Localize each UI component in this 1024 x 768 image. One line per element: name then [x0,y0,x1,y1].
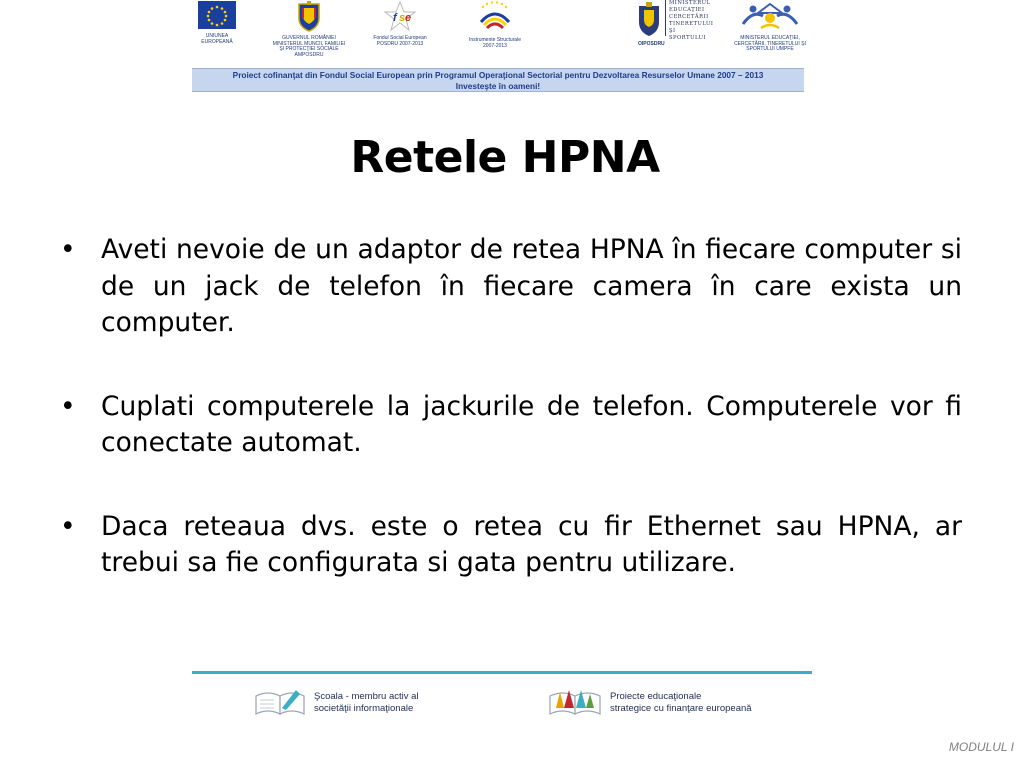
footer-divider [192,671,812,674]
cofinance-line-1: Proiect cofinanţat din Fondul Social European prin Programul Operaţional Sectorial pentru Dezvoltarea Resurselor Umane 2007 – 2013 [232,70,764,80]
svg-text:e: e [405,12,412,24]
fse-star-icon [380,0,420,32]
header-logos [0,0,1024,68]
romanian-government-logo [272,0,346,58]
svg-text:s: s [399,12,406,24]
coat-of-arms-icon [296,0,322,32]
bullet-text: Daca reteaua dvs. este o retea cu fir Ethernet sau HPNA, ar trebui sa fie configurata si gata pentru utilizare. [101,510,962,578]
footer-left-line-1: Şcoala - membru activ al [314,691,419,702]
bullet-item [60,232,962,342]
svg-text:f: f [393,12,397,24]
cofinance-line-2: Investeşte în oameni! [455,80,541,91]
eu-flag-logo [190,0,244,45]
bullet-icon: • [60,234,76,265]
fse-logo [372,0,428,47]
footer-projects-badge [546,686,752,720]
bullet-icon: • [60,390,76,422]
oiposdru-caption: OIPOSDRU [638,41,665,47]
footer-right-line-1: Proiecte educaţionale [610,691,702,702]
footer-left-line-2: societăţii informaţionale [314,703,414,714]
ministry-education-logo [636,0,716,48]
footer-right-line-2: strategice cu finanţare europeană [610,703,752,714]
structural-instruments-caption: Instrumente Structurale 2007-2013 [469,37,521,49]
umpfe-caption: MINISTERUL EDUCAŢIEI, CERCETĂRII, TINERETULUI ŞI SPORTULUI UMPFE [734,35,806,52]
bullet-item [60,389,962,462]
footer-school-badge [252,686,419,720]
module-label: MODULUL I [948,740,1014,754]
eu-caption: UNIUNEA EUROPEANĂ [201,33,233,45]
cofinance-banner [192,68,804,92]
government-caption: GUVERNUL ROMÂNIEI MINISTERUL MUNCII, FAMILIEI ŞI PROTECŢIEI SOCIALE AMPOSDRU [272,35,346,58]
structural-instruments-icon [475,0,515,34]
structural-instruments-logo [466,0,524,49]
bullet-item [60,509,962,582]
fse-caption: Fondul Social European POSDRU 2007-2013 [373,35,427,47]
bullet-text: Aveti nevoie de un adaptor de retea HPNA în fiecare computer si de un jack de telefon în fiecare camera în care exista un computer. [101,234,962,338]
bullet-list [60,232,962,582]
eu-flag-icon [198,0,236,30]
ministry-crest-text: MINISTERUL EDUCAŢIEI CERCETĂRII TINERETULUI ŞI SPORTULUI [669,0,714,41]
umpfe-people-icon [737,0,803,32]
colorful-book-icon [546,686,604,720]
bullet-text: Cuplati computerele la jackurile de telefon. Computerele vor fi conectate automat. [101,390,962,458]
open-book-icon [252,686,308,720]
slide-title: Retele HPNA [350,132,660,183]
umpfe-logo [732,0,808,53]
ministry-crest-icon [636,0,662,38]
bullet-icon: • [60,510,76,542]
